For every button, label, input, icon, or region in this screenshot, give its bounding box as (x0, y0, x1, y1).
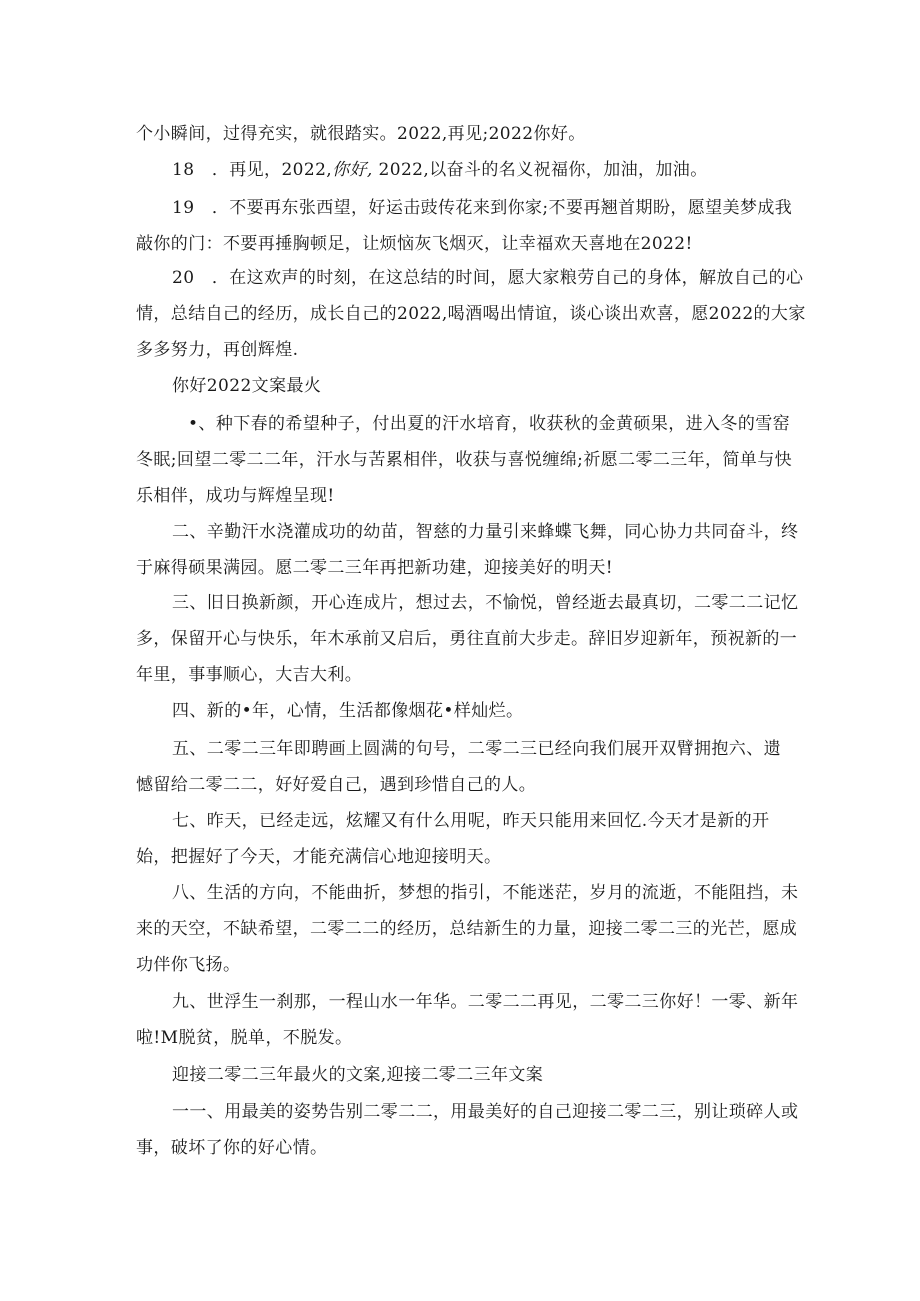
paragraph-section-8 (136, 875, 799, 983)
text-line: 敲你的门：不要再捶胸顿足，让烦恼灰飞烟灭，让幸福欢天喜地在2022! (136, 234, 693, 254)
text-line: 五、二零二三年即聘画上圆满的句号，二零二三已经向我们展开双臂拥抱六、遗 (172, 739, 781, 759)
text-line: 九、世浮生一刹那，一程山水一年华。二零二二再见，二零二三你好！一零、新年 (172, 992, 799, 1012)
text-line: 啦!M脱贫，脱单，不脱发。 (136, 1028, 353, 1048)
text-line: 功伴你飞扬。 (136, 955, 241, 975)
text-line: 多，保留开心与快乐，年木承前又启后，勇往直前大步走。辞旧岁迎新年，预祝新的一 (136, 629, 798, 649)
section-heading: 你好2022文案最火 (172, 376, 322, 396)
paragraph-section-4 (136, 693, 784, 729)
text-line: 七、昨天，已经走远，炫耀又有什么用呢，昨天只能用来回忆.今天才是新的开 (172, 811, 770, 831)
paragraph-item-18 (136, 152, 784, 188)
text-line: 于麻得硕果满园。愿二零二三年再把新功建，迎接美好的明天! (136, 558, 614, 578)
paragraph-item-20 (136, 260, 806, 368)
paragraph-section-5 (136, 731, 784, 803)
text-line (136, 152, 784, 188)
paragraph-section-9 (136, 984, 799, 1056)
italic-text-segment: 你好, (332, 160, 373, 180)
text-line: 一一、用最美的姿势告别二零二二，用最美好的自己迎接二零二三，别让琐碎人或 (172, 1102, 799, 1122)
text-line: •、种下春的希望种子，付出夏的汗水培育，收获秋的金黄硕果，进入冬的雪窑 (188, 414, 791, 434)
paragraph-section-1 (136, 406, 793, 514)
text-line: 多多努力，再创辉煌. (136, 340, 299, 360)
text-line: 20 ．在这欢声的时刻，在这总结的时间，愿大家粮劳自己的身体，解放自己的心 (172, 268, 804, 288)
text-line: 19 ．不要再东张西望，好运击豉传花来到你家;不要再翘首期盼，愿望美梦成我 (172, 198, 793, 218)
text-line: 憾留给二零二二，好好爱自己，遇到珍惜自己的人。 (136, 775, 537, 795)
text-line: 年里，事事顺心，大吉大利。 (136, 665, 363, 685)
text-line: 乐相伴，成功与辉煌呈现! (136, 486, 335, 506)
text-line: 个小瞬间，过得充实，就很踏实。2022,再见;2022你好。 (136, 124, 586, 144)
paragraph-section-2 (136, 514, 799, 586)
text-line: 三、旧日换新颜，开心连成片，想过去，不愉悦，曾经逝去最真切，二零二二记忆 (172, 593, 799, 613)
text-line: 四、新的•年，心情，生活都像烟花•样灿烂。 (172, 701, 524, 721)
paragraph-section-3 (136, 585, 799, 693)
text-line: 二、辛勤汗水浇灌成功的幼苗，智慈的力量引来蜂蝶飞舞，同心协力共同奋斗，终 (172, 522, 799, 542)
paragraph-item-19 (136, 190, 793, 262)
text-line: 事，破坏了你的好心情。 (136, 1138, 328, 1158)
item-number: 18 (172, 160, 195, 180)
paragraph-item-1 (136, 1094, 799, 1166)
paragraph-section-7 (136, 803, 784, 875)
paragraph-continuation (136, 116, 784, 152)
text-segment: 2022,以奋斗的名义祝福你，加油，加油。 (372, 160, 708, 180)
text-line: 始，把握好了今天，才能充满信心地迎接明天。 (136, 847, 502, 867)
text-line: 来的天空，不缺希望，二零二二的经历，总结新生的力量，迎接二零二三的光芒，愿成 (136, 919, 798, 939)
text-segment: ．再见，2022, (211, 160, 333, 180)
text-line: 冬眠;回望二零二二年，汗水与苦累相伴，收获与喜悦缠绵;祈愿二零二三年，简单与快 (136, 450, 793, 470)
text-line: 八、生活的方向，不能曲折，梦想的指引，不能迷茫，岁月的流逝，不能阻挡，未 (172, 883, 799, 903)
text-line: 情，总结自己的经历，成长自己的2022,喝酒喝出情谊，谈心谈出欢喜，愿2022的大家 (136, 304, 806, 324)
section-heading: 迎接二零二三年最火的文案,迎接二零二三年文案 (172, 1065, 544, 1085)
